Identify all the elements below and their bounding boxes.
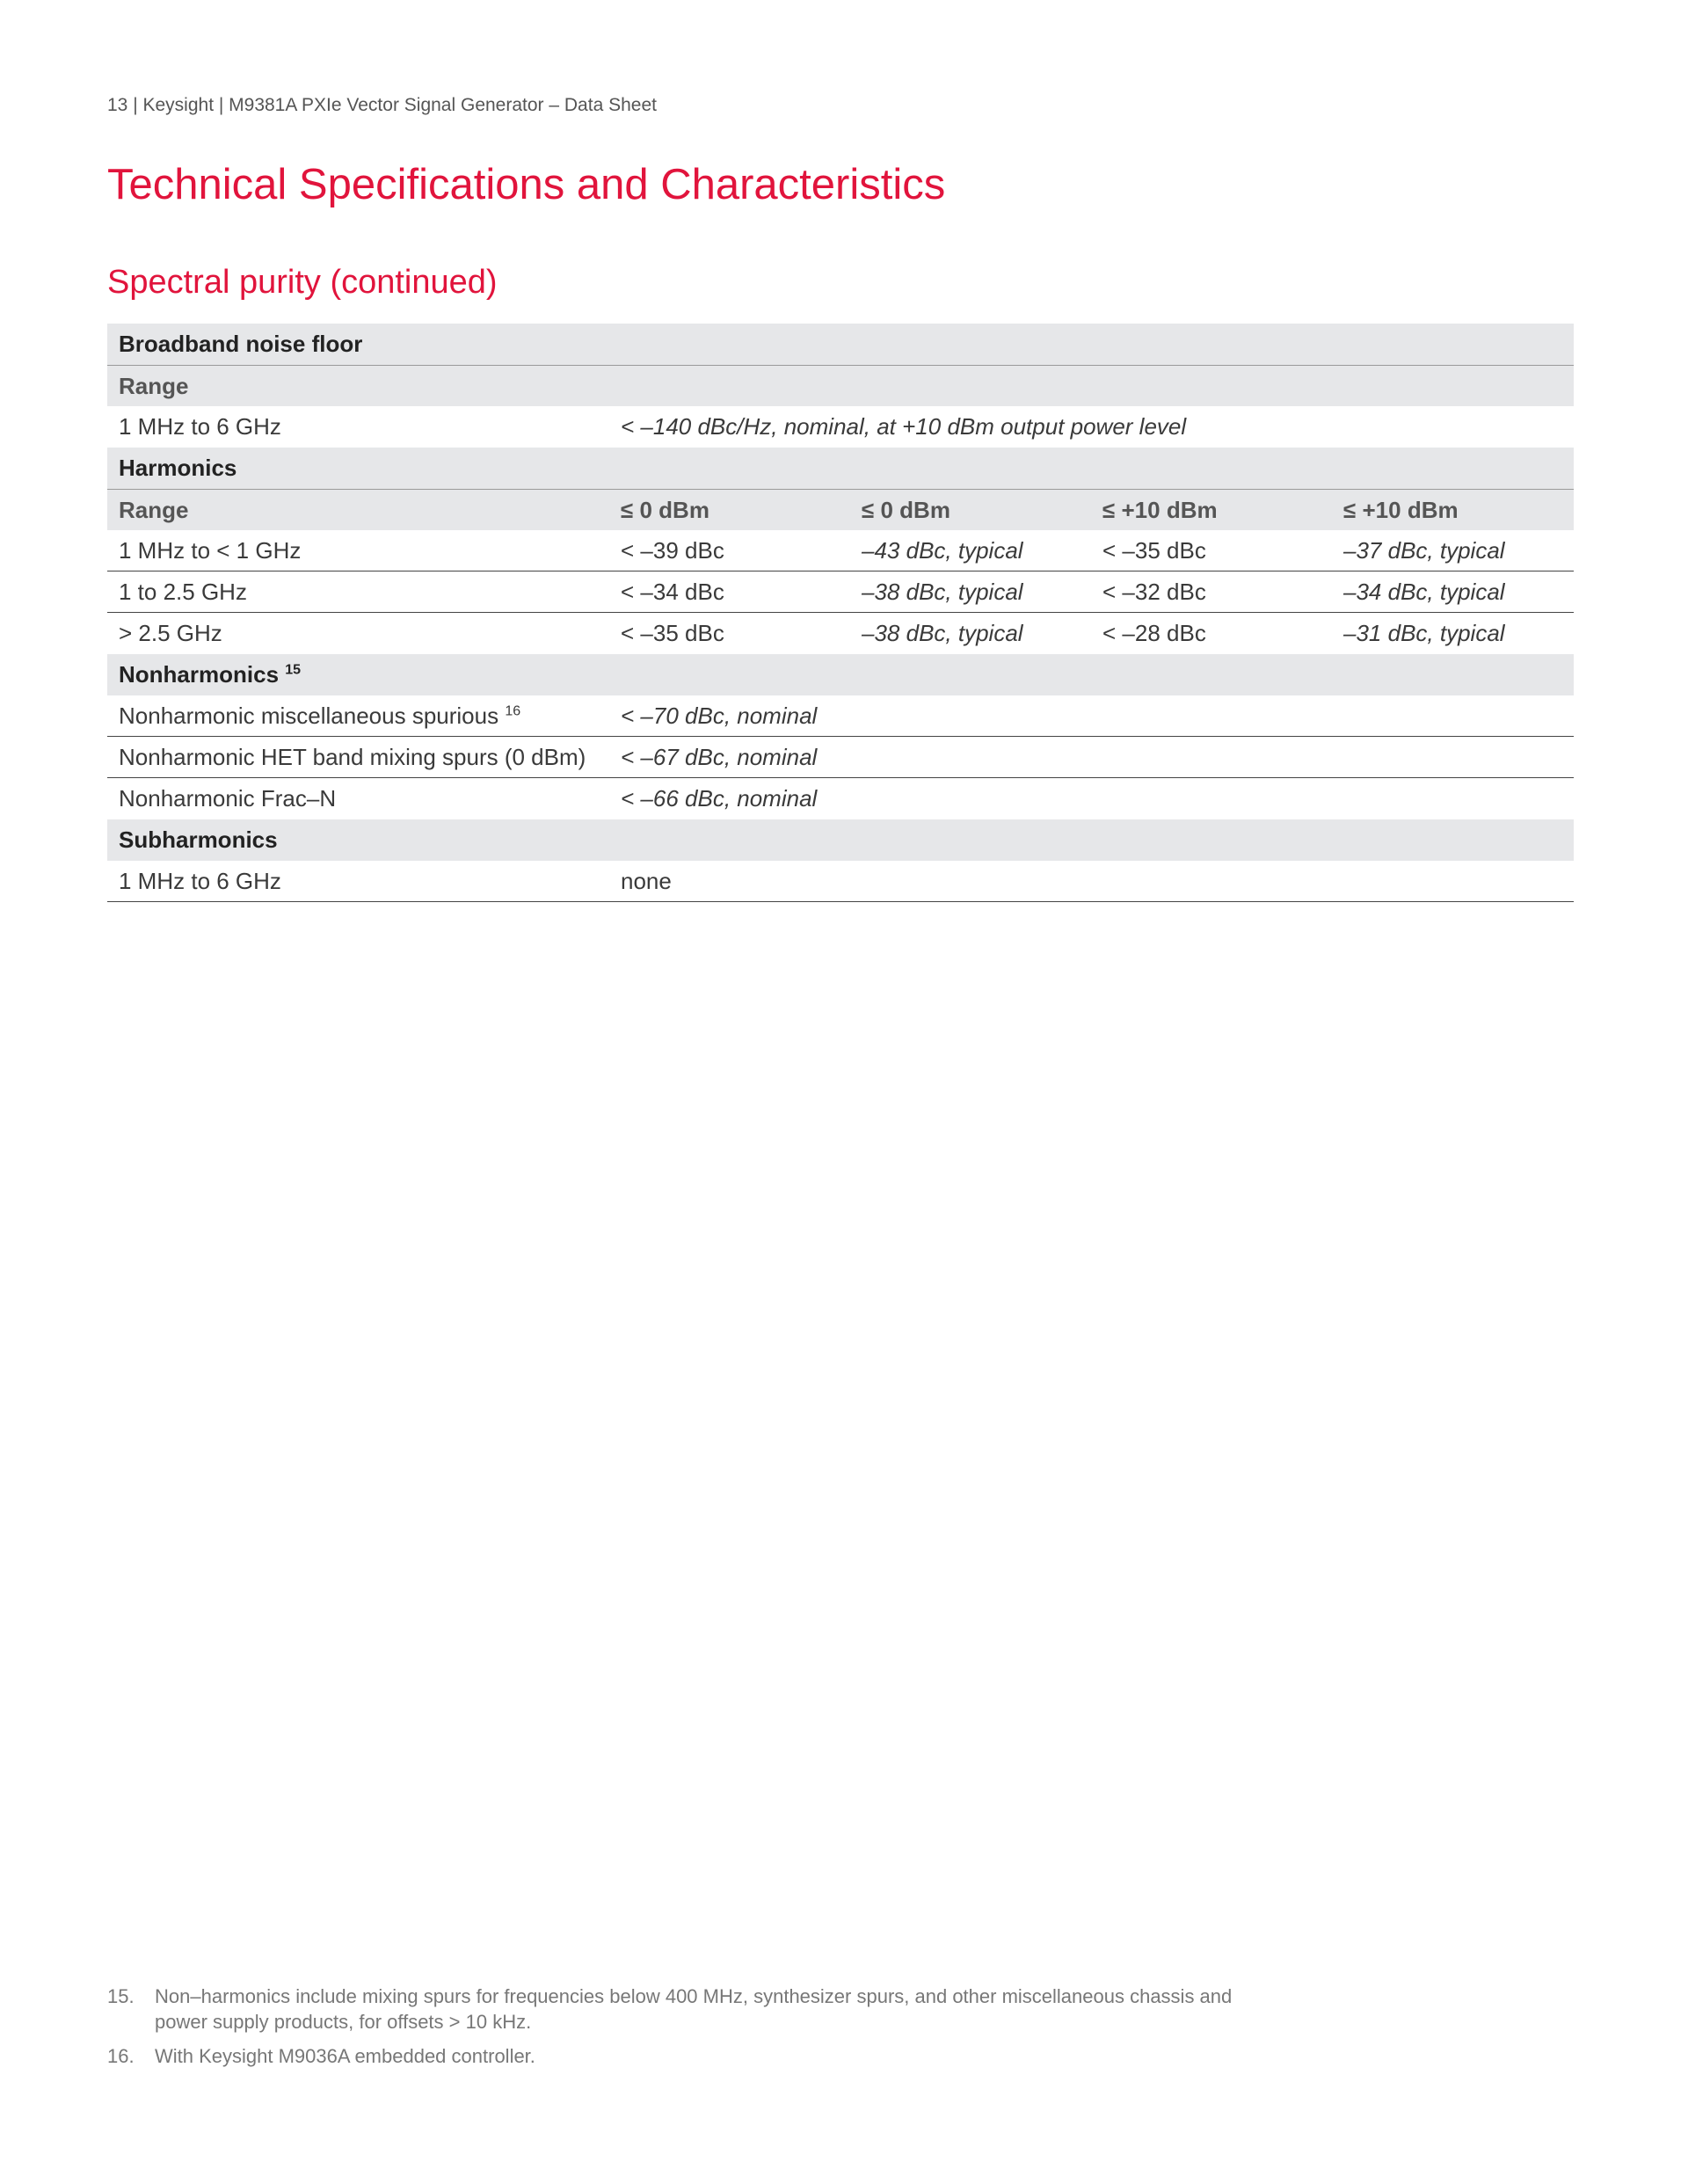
section-heading: Subharmonics: [119, 826, 278, 853]
column-header: Range: [119, 372, 189, 399]
footnote-ref: 16: [505, 703, 521, 718]
row-value: < –28 dBc: [1102, 620, 1206, 646]
column-header: ≤ 0 dBm: [621, 496, 709, 523]
footnote-text: With Keysight M9036A embedded controller.: [155, 2045, 535, 2067]
row-value: < –39 dBc: [621, 536, 724, 564]
page-title: Technical Specifications and Characteristics: [107, 161, 946, 208]
section-row-harmonics: [107, 448, 1574, 489]
row-value: < –35 dBc: [1102, 536, 1206, 564]
table-row: [107, 778, 1574, 819]
table-row: [107, 861, 1574, 902]
column-header: Range: [119, 496, 189, 523]
row-label: 1 MHz to 6 GHz: [119, 867, 281, 894]
row-value: –34 dBc, typical: [1343, 578, 1505, 605]
row-value: –37 dBc, typical: [1343, 536, 1505, 564]
row-value: < –67 dBc, nominal: [621, 743, 818, 770]
column-header: ≤ 0 dBm: [862, 496, 950, 523]
row-value: –43 dBc, typical: [862, 536, 1023, 564]
section-row-nonharmonics: [107, 654, 1574, 695]
row-label: Nonharmonic miscellaneous spurious $^{16}$: [119, 702, 521, 729]
footnote: [107, 2043, 1250, 2069]
table-row: [107, 613, 1574, 654]
row-value: < –70 dBc, nominal: [621, 702, 818, 729]
section-heading: Harmonics: [119, 455, 237, 481]
row-value: < –32 dBc: [1102, 578, 1206, 605]
row-label: Nonharmonic Frac–N: [119, 785, 337, 812]
footnotes: [107, 1984, 1250, 2078]
column-header: ≤ +10 dBm: [1343, 496, 1459, 523]
section-row-subharmonics: [107, 819, 1574, 861]
page-header: 13 | Keysight | M9381A PXIe Vector Signal Generator – Data Sheet: [107, 95, 657, 115]
spec-table: [107, 324, 1574, 902]
section-row-broadband: [107, 324, 1574, 365]
row-label: 1 MHz to 6 GHz: [119, 413, 281, 440]
row-label: 1 MHz to < 1 GHz: [119, 536, 302, 564]
row-label: 1 to 2.5 GHz: [119, 578, 247, 605]
row-value: –31 dBc, typical: [1343, 620, 1505, 646]
table-row: [107, 737, 1574, 778]
row-value: < –140 dBc/Hz, nominal, at +10 dBm output power level: [621, 413, 1187, 440]
column-header: ≤ +10 dBm: [1102, 496, 1218, 523]
row-value: none: [621, 867, 672, 894]
footnote-number: 15.: [107, 1985, 135, 2007]
section-heading: Broadband noise floor: [119, 331, 363, 357]
row-label: > 2.5 GHz: [119, 620, 222, 646]
footnote-text: Non–harmonics include mixing spurs for frequencies below 400 MHz, synthesizer spurs, and other miscellaneous chassis and power supply products, for offsets > 10 kHz.: [155, 1985, 1233, 2033]
footnote: [107, 1984, 1250, 2035]
footnote-ref: 15: [285, 662, 302, 678]
row-label: Nonharmonic HET band mixing spurs (0 dBm): [119, 743, 586, 770]
section-title: Spectral purity (continued): [107, 264, 498, 301]
table-row: [107, 695, 1574, 737]
table-row: [107, 530, 1574, 571]
column-header-row: [107, 365, 1574, 406]
table-row: [107, 406, 1574, 448]
row-value: –38 dBc, typical: [862, 578, 1023, 605]
column-header-row: [107, 489, 1574, 530]
row-value: –38 dBc, typical: [862, 620, 1023, 646]
footnote-number: 16.: [107, 2045, 135, 2067]
section-heading: Nonharmonics $^{15}$: [119, 661, 302, 688]
row-value: < –66 dBc, nominal: [621, 785, 818, 812]
row-value: < –34 dBc: [621, 578, 724, 605]
row-value: < –35 dBc: [621, 620, 724, 646]
table-row: [107, 571, 1574, 613]
